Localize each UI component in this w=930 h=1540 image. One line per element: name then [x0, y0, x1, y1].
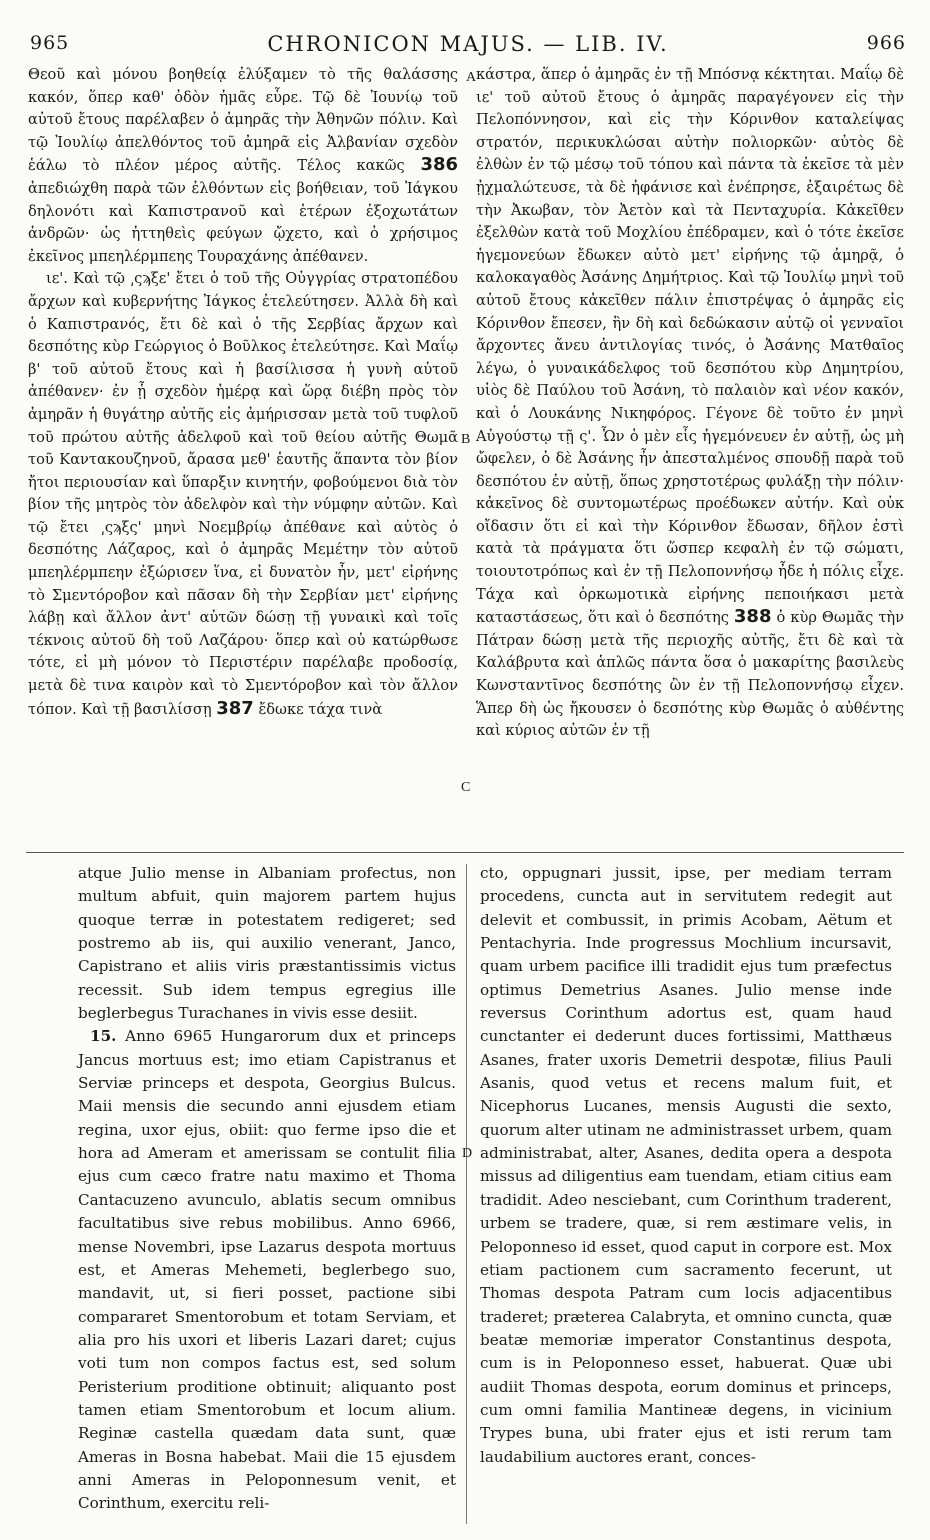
migne-column-number: 388 — [733, 606, 772, 628]
greek-column-right — [476, 64, 904, 743]
margin-marker-c: C — [461, 780, 471, 795]
greek-text: ἀπεδιώχθη παρὰ τῶν ἐλθόντων εἰς βοήθειαν, τοῦ Ἰάγκου δηλονότι καὶ Καπιστρανοῦ καὶ ἑτέρων ἐξοχωτάτων ἀνδρῶν· ὡς ἡττηθεὶς φεύγων ᾤχετο, καὶ ὁ χρήσιμος ἐκεῖνος μπεηλέρμπεης Τουραχάνης ἀπέθανεν. — [28, 179, 458, 265]
margin-marker-a: A — [466, 70, 477, 85]
section-number: 15. — [90, 1027, 117, 1046]
margin-marker-b: B — [461, 432, 471, 447]
latin-paragraph: cto, oppugnari jussit, ipse, per mediam terram procedens, cuncta aut in servitutem redegit aut delevit et combussit, in primis Acobam, Aëtum et Pentachyria. Inde progressus Mochlium incursavit, quam urbem pacifice illi tradidit ejus tum præfectus optimus Demetrius Asanes. Julio mense inde reversus Corinthum adortus est, quam haud cunctanter ei dederunt duces fortissimi, Matthæus Asanes, frater uxoris Demetrii despotæ, filius Pauli Asanis, quod vetus et recens malum fuit, et Nicephorus Lucanes, mensis Augusti die sexto, quorum alter utinam ne administrasset urbem, quam administrabat, alter, Asanes, dedita opera a despota missus ad diligentius eam tuendam, etiam citius eam tradidit. Adeo nesciebant, cum Corinthum traderent, urbem se tradere, quæ, si rem æstimare velis, in Peloponneso id esset, quod caput in corpore est. Mox etiam pactionem cum sacramento fecerunt, ut Thomas despota Patram cum locis adjacentibus traderet; præterea Calabryta, et omnino cuncta, quæ beatæ memoriæ imperator Constantinus despota, cum is in Peloponneso esset, habuerat. Quæ ubi audiit Thomas despota, eorum dominus et princeps, cum omni familia Mantineæ degens, in vicinium Trypes buna, ubi frater ejus et isti rerum tam laudabilium auctores erant, conces- — [480, 864, 892, 1466]
page-number-left: 965 — [30, 32, 70, 54]
latin-text: Anno 6965 Hungarorum dux et princeps Jancus mortuus est; imo etiam Capistranus et Serviæ princeps et despota, Georgius Bulcus. Maii mensis die secundo anni ejusdem etiam regina, uxor ejus, obiit: quo ferme ipso die et hora ad Ameram et amerissam se contulit filia ejus cum cæco fratre natu maximo et Thoma Cantacuzeno avunculo, ablatis secum omnibus facultatibus sive rebus mobilibus. Anno 6966, mense Novembri, ipse Lazarus despota mortuus est, et Ameras Mehemeti, beglerbego suo, mandavit, ut, si fieri posset, pactione sibi compararet Smentorobum et totam Serviam, et alia pro his uxori et liberis Lazari daret; cujus voti tum non compos factus est, sed solum Peristerium proditione obtinuit; aliquanto post tamen etiam Smentorobum et locum alium. Reginæ castella quædam data sunt, quæ Ameras in Bosna habebat. Maii die 15 ejusdem anni Ameras in Peloponnesum venit, et Corinthum, exercitu reli- — [78, 1027, 456, 1513]
greek-text: Θεοῦ καὶ μόνου βοηθείᾳ ἐλύξαμεν τὸ τῆς θαλάσσης κακόν, ὅπερ καθ' ὁδὸν ἡμᾶς εὗρε. Τῷ δὲ Ἰουνίῳ τοῦ αὐτοῦ ἔτους παρέλαβεν ὁ ἀμηρᾶς τὴν Ἀθηνῶν πόλιν. Καὶ τῷ Ἰουλίῳ ἀπελθόντος τοῦ ἀμηρᾶ εἰς Ἀλβανίαν σχεδὸν ἑάλω τὸ πλέον μέρος αὐτῆς. Τέλος κακῶς — [28, 66, 458, 175]
page-number-right: 966 — [866, 32, 906, 54]
greek-paragraph — [476, 64, 904, 743]
greek-column-left — [28, 64, 458, 721]
latin-paragraph — [78, 1025, 456, 1515]
greek-text: ιε'. Καὶ τῷ ͵ςϡξε' ἔτει ὁ τοῦ τῆς Οὐγγρίας στρατοπέδου ἄρχων καὶ κυβερνήτης Ἰάγκος ἐτελεύτησεν. Ἀλλὰ δὴ καὶ ὁ Καπιστρανός, ἔτι δὲ καὶ ὁ τῆς Σερβίας ἄρχων καὶ δεσπότης κὺρ Γεώργιος ὁ Βοῦλκος ἐτελεύτησε. Καὶ Μαΐῳ β' τοῦ αὐτοῦ ἔτους καὶ ἡ βασίλισσα ἡ γυνὴ αὐτοῦ ἀπέθανεν· ἐν ᾗ σχεδὸν ἡμέρᾳ καὶ ὥρᾳ διέβη πρὸς τὸν ἀμηρᾶν ἡ θυγάτηρ αὐτῆς εἰς ἀμήρισσαν μετὰ τοῦ τυφλοῦ τοῦ πρώτου αὐτῆς ἀδελφοῦ καὶ τοῦ θείου αὐτῆς Θωμᾶ τοῦ Καντακουζηνοῦ, ἄρασα μεθ' ἑαυτῆς ἅπαντα τὸν βίον ἤτοι περιουσίαν καὶ ὕπαρξιν κινητήν, φοβούμενοι διὰ τὸν βίον τῆς μητρὸς τὸν ἀδελφὸν καὶ τὴν νύμφην αὐτῶν. Καὶ τῷ ἔτει ͵ςϡξς' μηνὶ Νοεμβρίῳ ἀπέθανε καὶ αὐτὸς ὁ δεσπότης Λάζαρος, καὶ ὁ ἀμηρᾶς Μεμέτην τὸν αὐτοῦ μπεηλέρμπεην ἐξώρισεν ἵνα, εἰ δυνατὸν ἦν, μετ' εἰρήνης τὸ Σμεντόροβον καὶ πᾶσαν δὴ τὴν Σερβίαν μετ' εἰρήνης λάβῃ καὶ ἄλλον ἀντ' αὐτῶν δώσῃ τῇ γυναικὶ καὶ τοῖς τέκνοις αὐτοῦ δὴ τοῦ Λαζάρου· ὅπερ καὶ οὐ κατώρθωσε τότε, εἰ μὴ μόνον τὸ Περιστέριν παρέλαβε προδοσίᾳ, μετὰ δὲ τινα καιρὸν καὶ τὸ Σμεντόροβον καὶ τὸν ἄλλον τόπον. Καὶ τῇ βασιλίσσῃ — [28, 270, 458, 718]
latin-column-left — [78, 862, 456, 1516]
running-header — [30, 28, 906, 62]
column-rule — [466, 864, 467, 1524]
margin-marker-d: D — [462, 1146, 473, 1161]
greek-text: ἔδωκε τάχα τινὰ — [258, 700, 383, 718]
migne-column-number: 387 — [216, 697, 254, 719]
greek-paragraph — [28, 268, 458, 721]
greek-paragraph — [28, 64, 458, 268]
migne-column-number: 386 — [420, 154, 459, 176]
running-title: CHRONICON MAJUS. — LIB. IV. — [267, 32, 669, 56]
section-divider — [26, 852, 904, 853]
latin-column-right — [480, 862, 892, 1469]
greek-text: ὁ κὺρ Θωμᾶς τὴν Πάτραν δώσῃ μετὰ τῆς περιοχῆς αὐτῆς, ἔτι δὲ καὶ τὰ Καλάβρυτα καὶ ἁπλῶς πάντα ὅσα ὁ μακαρίτης βασιλεὺς Κωνσταντῖνος δεσπότης ὢν ἐν τῇ Πελοποννήσῳ εἶχεν. Ἅπερ δὴ ὡς ἤκουσεν ὁ δεσπότης κὺρ Θωμᾶς ὁ αὐθέντης καὶ κύριος αὐτῶν ἐν τῇ — [476, 609, 905, 740]
latin-paragraph: atque Julio mense in Albaniam profectus, non multum abfuit, quin majorem partem hujus quoque terræ in potestatem redigeret; sed postremo ab iis, qui auxilio venerant, Janco, Capistrano et aliis viris præstantissimis victus recessit. Sub idem tempus egregius ille beglerbegus Turachanes in vivis esse desiit. — [78, 864, 456, 1023]
greek-text: κάστρα, ἅπερ ὁ ἀμηρᾶς ἐν τῇ Μπόσνᾳ κέκτηται. Μαΐῳ δὲ ιε' τοῦ αὐτοῦ ἔτους ὁ ἀμηρᾶς παραγέγονεν εἰς τὴν Πελοπόννησον, καὶ εἰς τὴν Κόρινθον καταλείψας στρατόν, περικυκλώσαι αὐτὴν πολιορκῶν· αὐτὸς δὲ ἐλθὼν ἐν τῷ μέσῳ τοῦ τόπου καὶ πάντα τὰ ἐκεῖσε τὰ μὲν ᾐχμαλώτευσε, τὰ δὲ ἠφάνισε καὶ ἐνέπρησε, ἐξαιρέτως δὲ τὴν Ἀκωβαν, τὸν Ἀετὸν καὶ τὰ Πενταχυρία. Κἀκεῖθεν ἐξελθὼν κατὰ τοῦ Μοχλίου ἐπέδραμεν, καὶ ὁ τότε ἐκεῖσε ἡγεμονεύων ἔδωκεν αὐτὸ μετ' εἰρήνης τῷ ἀμηρᾷ, ὁ καλοκαγαθὸς Ἀσάνης Δημήτριος. Καὶ τῷ Ἰουλίῳ μηνὶ τοῦ αὐτοῦ ἔτους κἀκεῖθεν πάλιν ἐπιστρέψας ὁ ἀμηρᾶς εἰς Κόρινθον ἔπεσεν, ἣν δὴ καὶ δεδώκασιν αὐτῷ οἱ γενναῖοι ἄρχοντες ἄνευ ἀντιλογίας τινός, ὁ Ἀσάνης Ματθαῖος λέγω, ὁ γυναικάδελφος τοῦ δεσπότου κὺρ Δημητρίου, υἱὸς δὲ Παύλου τοῦ Ἀσάνη, τὸ παλαιὸν καὶ νέον κακόν, καὶ ὁ Λουκάνης Νικηφόρος. Γέγονε δὲ τοῦτο ἐν μηνὶ Αὐγούστῳ τῇ ς'. Ὧν ὁ μὲν εἷς ἡγεμόνευεν ἐν αὐτῇ, ὡς μὴ ὤφελεν, ὁ δὲ Ἀσάνης ἦν ἀπεσταλμένος σπουδῇ παρὰ τοῦ δεσπότου ἐν αὐτῇ, ὅπως χρηστοτέρως φυλάξῃ τὴν πόλιν· κἀκεῖνος δὲ συντομωτέρως προέδωκεν αὐτήν. Καὶ οὐκ οἴδασιν ὅτι εἰ καὶ τὴν Κόρινθον ἔδωσαν, δῆλον ἐστὶ κατὰ τὰ πράγματα ὅτι ὥσπερ κεφαλὴ ἐν τῷ σώματι, τοιουτοτρόπως καὶ ἐν τῇ Πελοποννήσῳ ἦδε ἡ πόλις εἶχε. Τάχα καὶ ὁρκωμοτικὰ εἰρήνης πεποιήκασι μετὰ καταστάσεως, ὅτι καὶ ὁ δεσπότης — [476, 66, 904, 627]
